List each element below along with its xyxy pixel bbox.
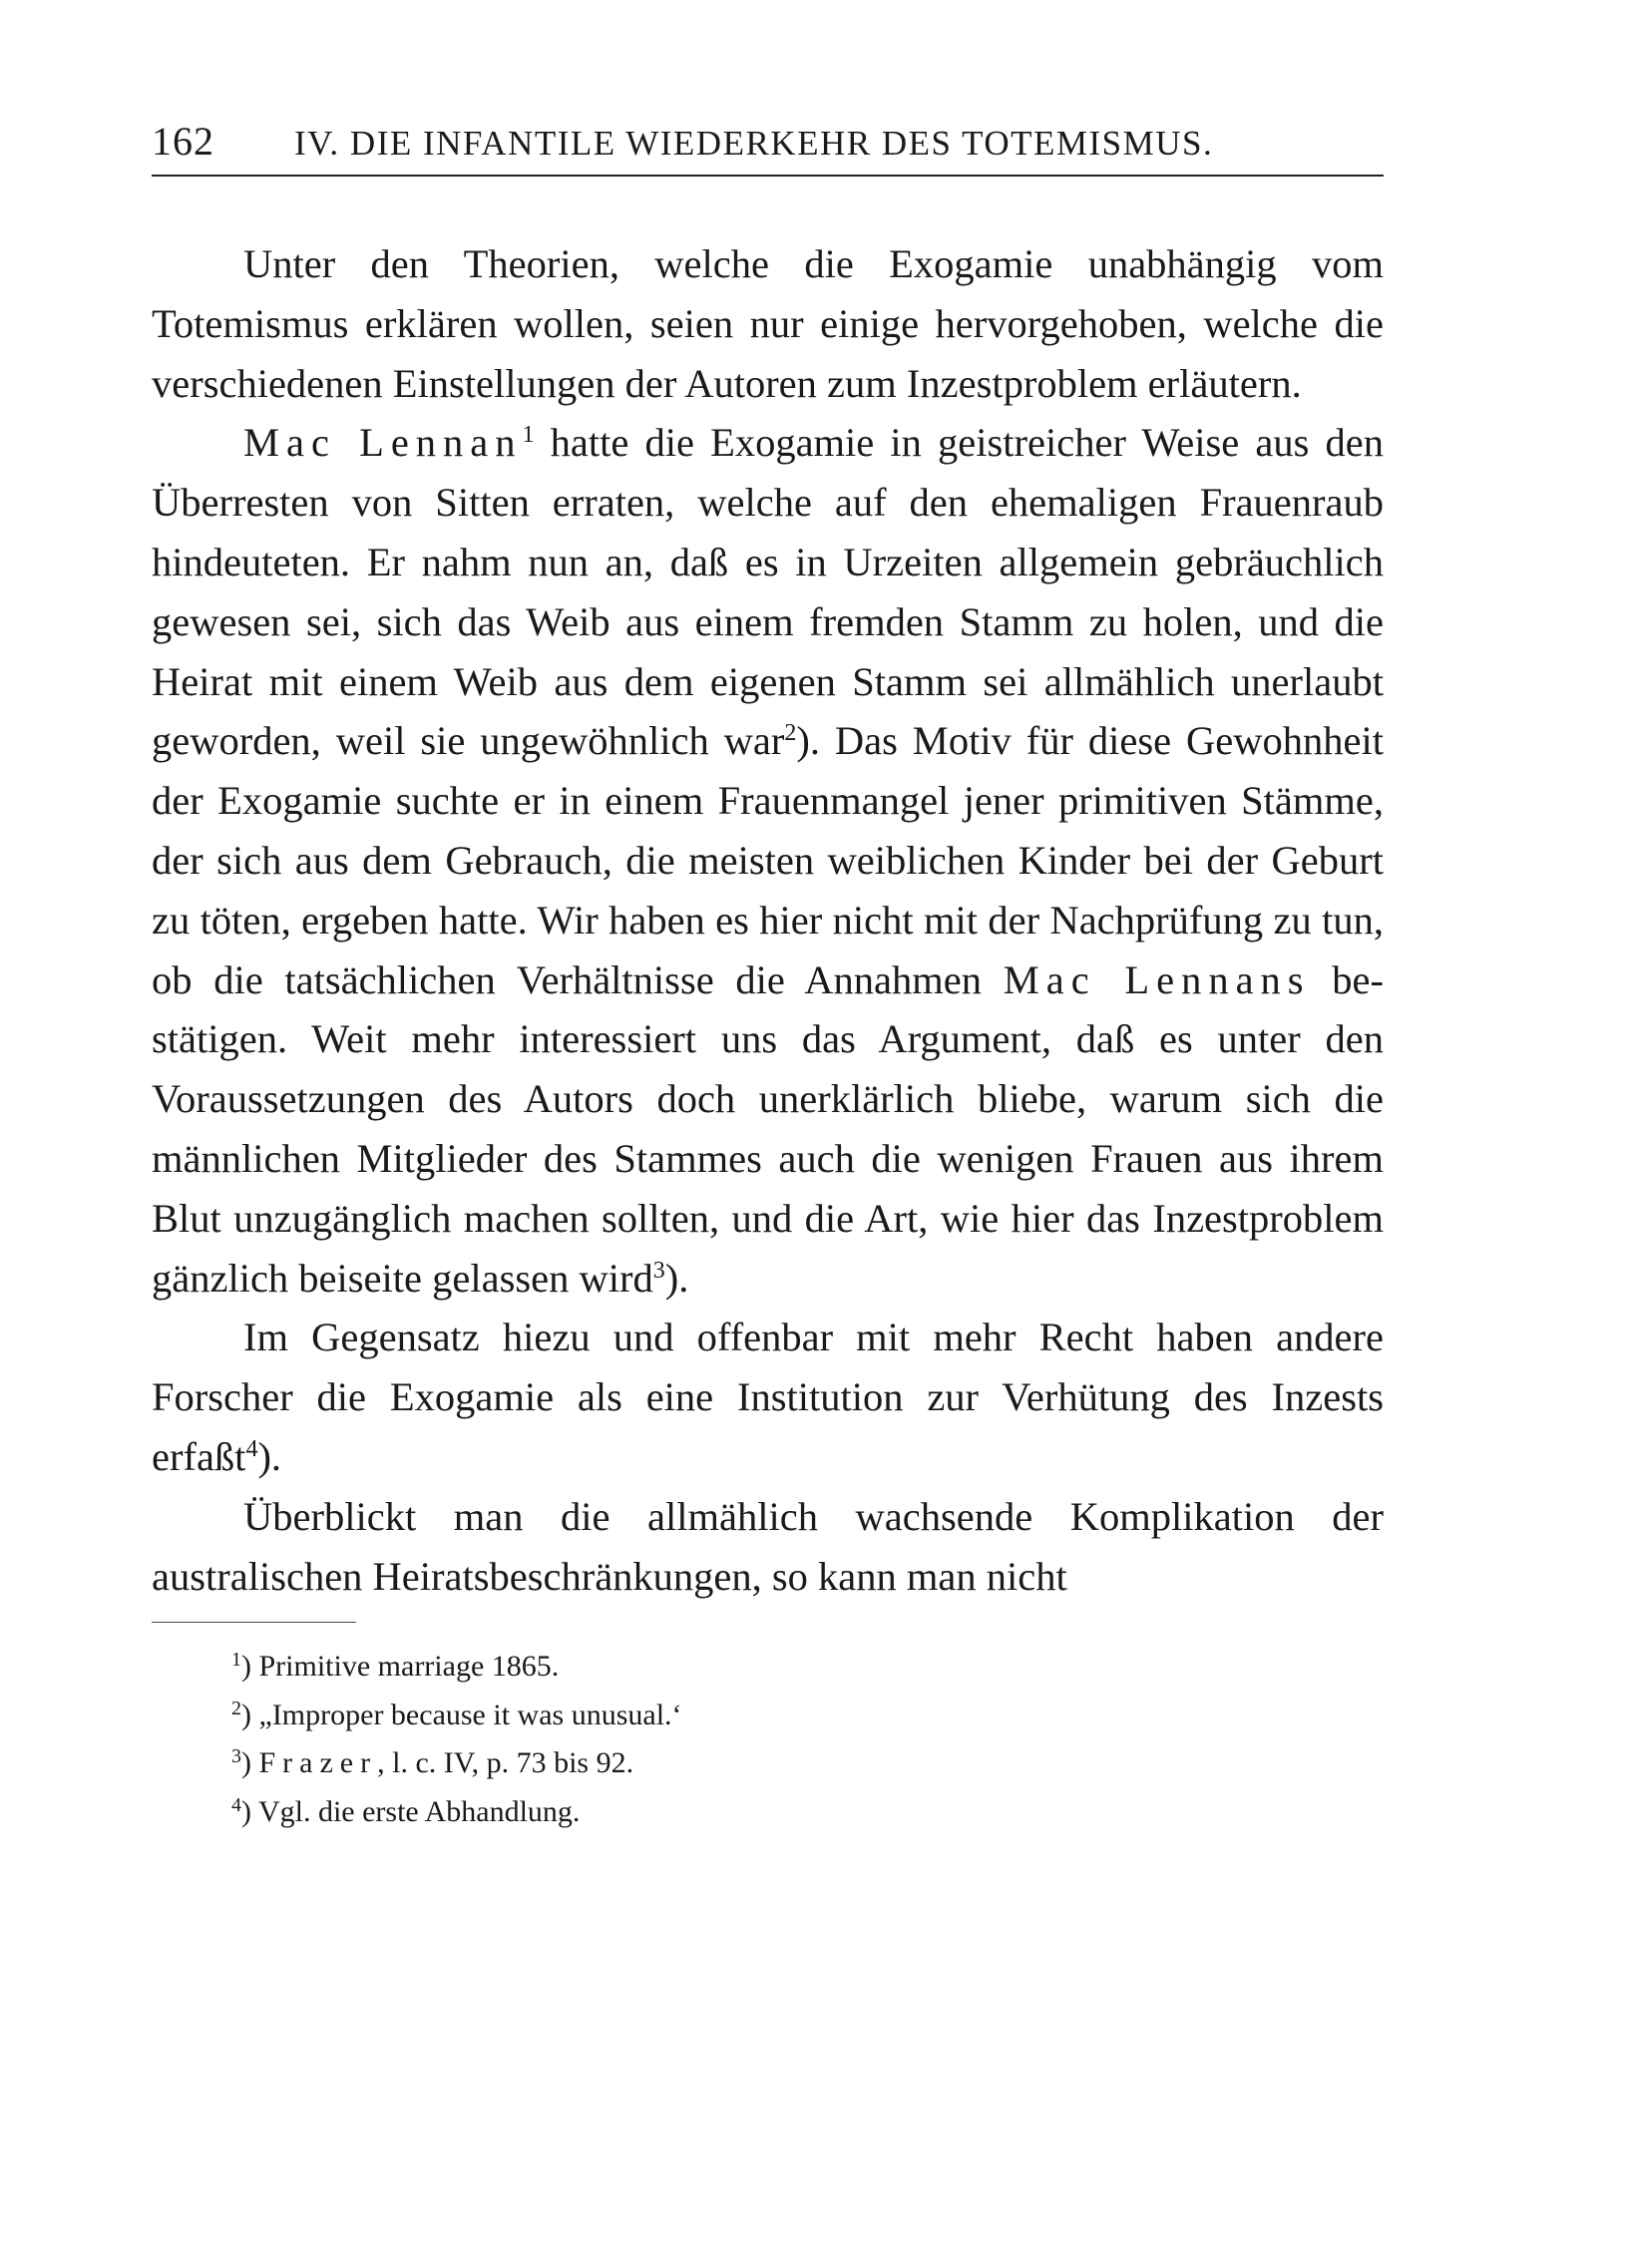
footnote-mark: 1 [231, 1649, 241, 1672]
footnote-mark: 4 [231, 1793, 241, 1816]
paragraph-4 [152, 1487, 1384, 1607]
footnote-ref-4: 4 [245, 1435, 258, 1462]
paragraph-text: ). [664, 1255, 689, 1301]
footnote-mark: 3 [231, 1745, 241, 1768]
chapter-title: IV. DIE INFANTILE WIEDERKEHR DES TOTEMISMUS. [294, 124, 1214, 163]
footnote-ref-2: 2 [784, 720, 797, 747]
footnote-ref-1: 1 [522, 422, 535, 449]
footnote-text: Vgl. die erste Abhandlung. [251, 1794, 581, 1828]
footnote-ref-3: 3 [652, 1257, 665, 1284]
paragraph-text: hatte die Exogamie in geistreicher Weise aus den Überresten von Sitten erraten, welche auf den ehemaligen Frauenraub hindeuteten. Er nahm nun an, daß es in Urzeiten allgemein gebräuchlich gewesen sei, sich das Weib aus einem fremden Stamm zu holen, und die Heirat mit einem Weib aus dem eigenen Stamm sei allmählich unerlaubt geworden, weil sie ungewöhnlich war [152, 420, 1384, 764]
book-page [152, 118, 1384, 1836]
author-name-spaced: Mac Lennan [243, 420, 523, 466]
footnote-mark: 2 [231, 1697, 241, 1719]
footnote-text: , l. c. IV, p. 73 bis 92. [377, 1746, 634, 1780]
paragraph-2 [152, 413, 1384, 1308]
footnote-text: „Improper because it was unusual.‘ [251, 1698, 682, 1731]
paragraph-3 [152, 1308, 1384, 1486]
paragraph-text: Im Gegensatz hiezu und offenbar mit mehr Recht haben andere Forscher die Exogamie als eine Institution zur Verhütung des Inzests erfaßt [152, 1315, 1384, 1479]
author-name-spaced: Frazer [258, 1746, 378, 1780]
page-number: 162 [152, 119, 214, 164]
paragraph-text: Überblickt man die allmählich wachsende Komplikation der australischen Heiratsbeschränkungen, so kann man nicht [152, 1493, 1384, 1599]
body-text [152, 234, 1384, 1606]
paragraph-text: ). Das Motiv für diese Gewohnheit der Exogamie suchte er in einem Frauenmangel jener primitiven Stämme, der sich aus dem Gebrauch, die meisten weiblichen Kinder bei der Geburt zu töten, ergeben hatte. Wir haben es hier nicht mit der Nachprüfung zu tun, ob die tatsächlichen Verhältnisse die Annahmen [152, 718, 1384, 1002]
paragraph-text: ). [257, 1433, 282, 1479]
footnote-2: $^2$) „Improper because it was unusual.‘ [231, 1697, 682, 1731]
footnote-3: $^3$) Frazer, l. c. IV, p. 73 bis 92. [231, 1745, 634, 1780]
footnote-separator [152, 1622, 356, 1623]
footnotes [152, 1643, 1384, 1836]
footnote-text: Primitive marriage 1865. [251, 1650, 560, 1684]
paragraph-text: Unter den Theorien, welche die Exogamie unabhängig vom Totemismus erklären wollen, seien nur einige hervorgehoben, welche die verschiedenen Einstellungen der Autoren zum Inzestproblem erläutern. [152, 241, 1384, 406]
paragraph-1 [152, 234, 1384, 413]
footnote-4: $^4$) Vgl. die erste Abhandlung. [231, 1793, 581, 1828]
running-head [152, 118, 1384, 177]
author-name-spaced: Mac Lennans [1003, 956, 1311, 1002]
paragraph-text: bestätigen. Weit mehr interessiert uns das Argument, daß es unter den Voraussetzungen des Autors doch unerklärlich bliebe, warum sich die männlichen Mitglieder des Stammes auch die wenigen Frauen aus ihrem Blut unzugänglich machen sollten, und die Art, wie hier das Inzestproblem gänzlich beiseite gelassen wird [152, 956, 1384, 1301]
footnote-1: $^1$) Primitive marriage 1865. [231, 1649, 560, 1684]
